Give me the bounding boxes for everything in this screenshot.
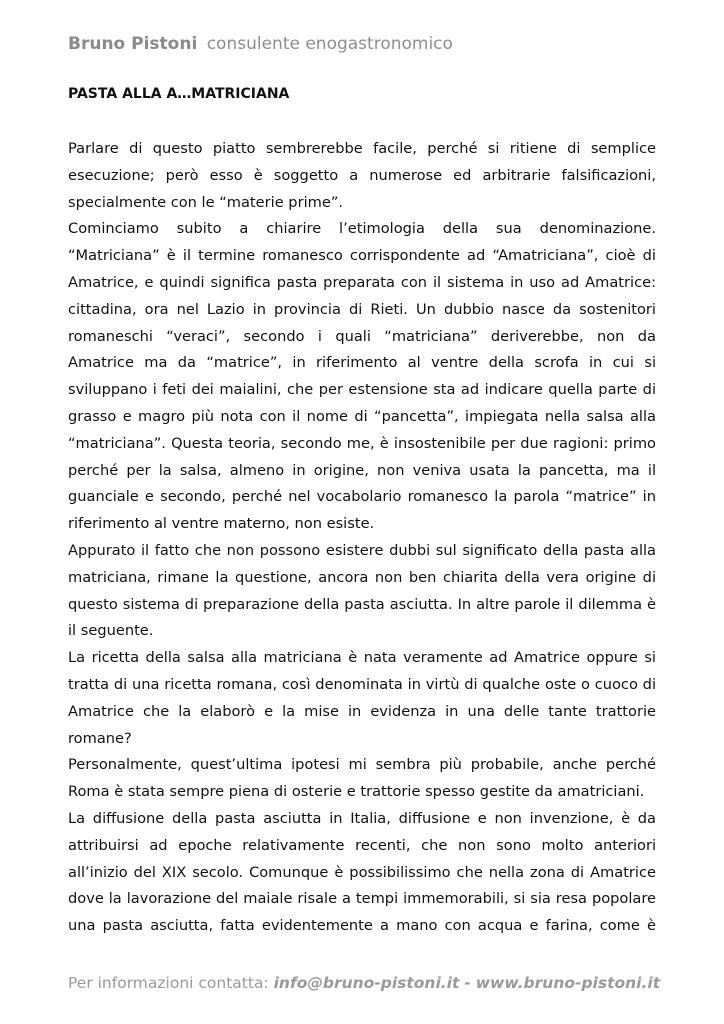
paragraph: La ricetta della salsa alla matriciana è nata veramente ad Amatrice oppure si tratta di una ricetta romana, così denominata in virtù di qualche oste o cuoco di Amatrice che la elaborò e la mise in evidenza in una delle tante trattorie romane?: [68, 649, 656, 747]
paragraph: La diffusione della pasta asciutta in Italia, diffusione e non invenzione, è da attribuirsi ad epoche relativamente recenti, che non sono molto anteriori all’inizio del XIX secolo. Comunque è possibilissimo che nella zona di Amatrice dove la lavorazione del maiale risale a tempi immemorabili, si sia resa popolare una pasta asciutta, fatta evidentemente a mano con acqua e farina, come è: [68, 809, 656, 935]
author-role: consulente enogastronomico: [206, 34, 453, 54]
footer-website-link[interactable]: www.bruno-pistoni.it: [475, 974, 661, 992]
paragraph: Appurato il fatto che non possono esistere dubbi sul significato della pasta alla matriciana, rimane la questione, ancora non ben chiarita della vera origine di questo sistema di preparazione della pasta asciutta. In altre parole il dilemma è il seguente.: [68, 541, 656, 640]
document-title: PASTA ALLA A…MATRICIANA: [68, 86, 290, 102]
footer-label: Per informazioni contatta:: [68, 974, 269, 992]
footer-separator: -: [464, 974, 471, 992]
paragraph: Cominciamo subito a chiarire l’etimologia della sua denominazione. “Matriciana” è il termine romanesco corrispondente ad “Amatriciana”, cioè di Amatrice, e quindi significa pasta preparata con il sistema in uso ad Amatrice: cittadina, ora nel Lazio in provincia di Rieti. Un dubbio nasce da sostenitori romaneschi “veraci”, secondo i quali “matriciana” deriverebbe, non da Amatrice ma da “matrice”, in riferimento al ventre della scrofa in cui si sviluppano i feti dei maialini, che per estensione sta ad indicare quella parte di grasso e magro più nota con il nome di “pancetta”, impiegata nella salsa alla “matriciana”. Questa teoria, secondo me, è insostenibile per due ragioni: primo perché per la salsa, almeno in origine, non veniva usata la pancetta, ma il guanciale e secondo, perché nel vocabolario romanesco la parola “matrice” in riferimento al ventre materno, non esiste.: [68, 220, 656, 533]
page-header: [68, 34, 453, 54]
document-body: [68, 136, 656, 940]
footer-email-link[interactable]: info@bruno-pistoni.it: [273, 974, 460, 992]
paragraph: Parlare di questo piatto sembrerebbe facile, perché si ritiene di semplice esecuzione; però esso è soggetto a numerose ed arbitrarie falsificazioni, specialmente con le “materie prime”.: [68, 140, 656, 211]
author-name: Bruno Pistoni: [68, 34, 198, 54]
paragraph: Personalmente, quest’ultima ipotesi mi sembra più probabile, anche perché Roma è stata sempre piena di osterie e trattorie spesso gestite da amatriciani.: [68, 756, 656, 801]
page-footer: [68, 974, 660, 992]
